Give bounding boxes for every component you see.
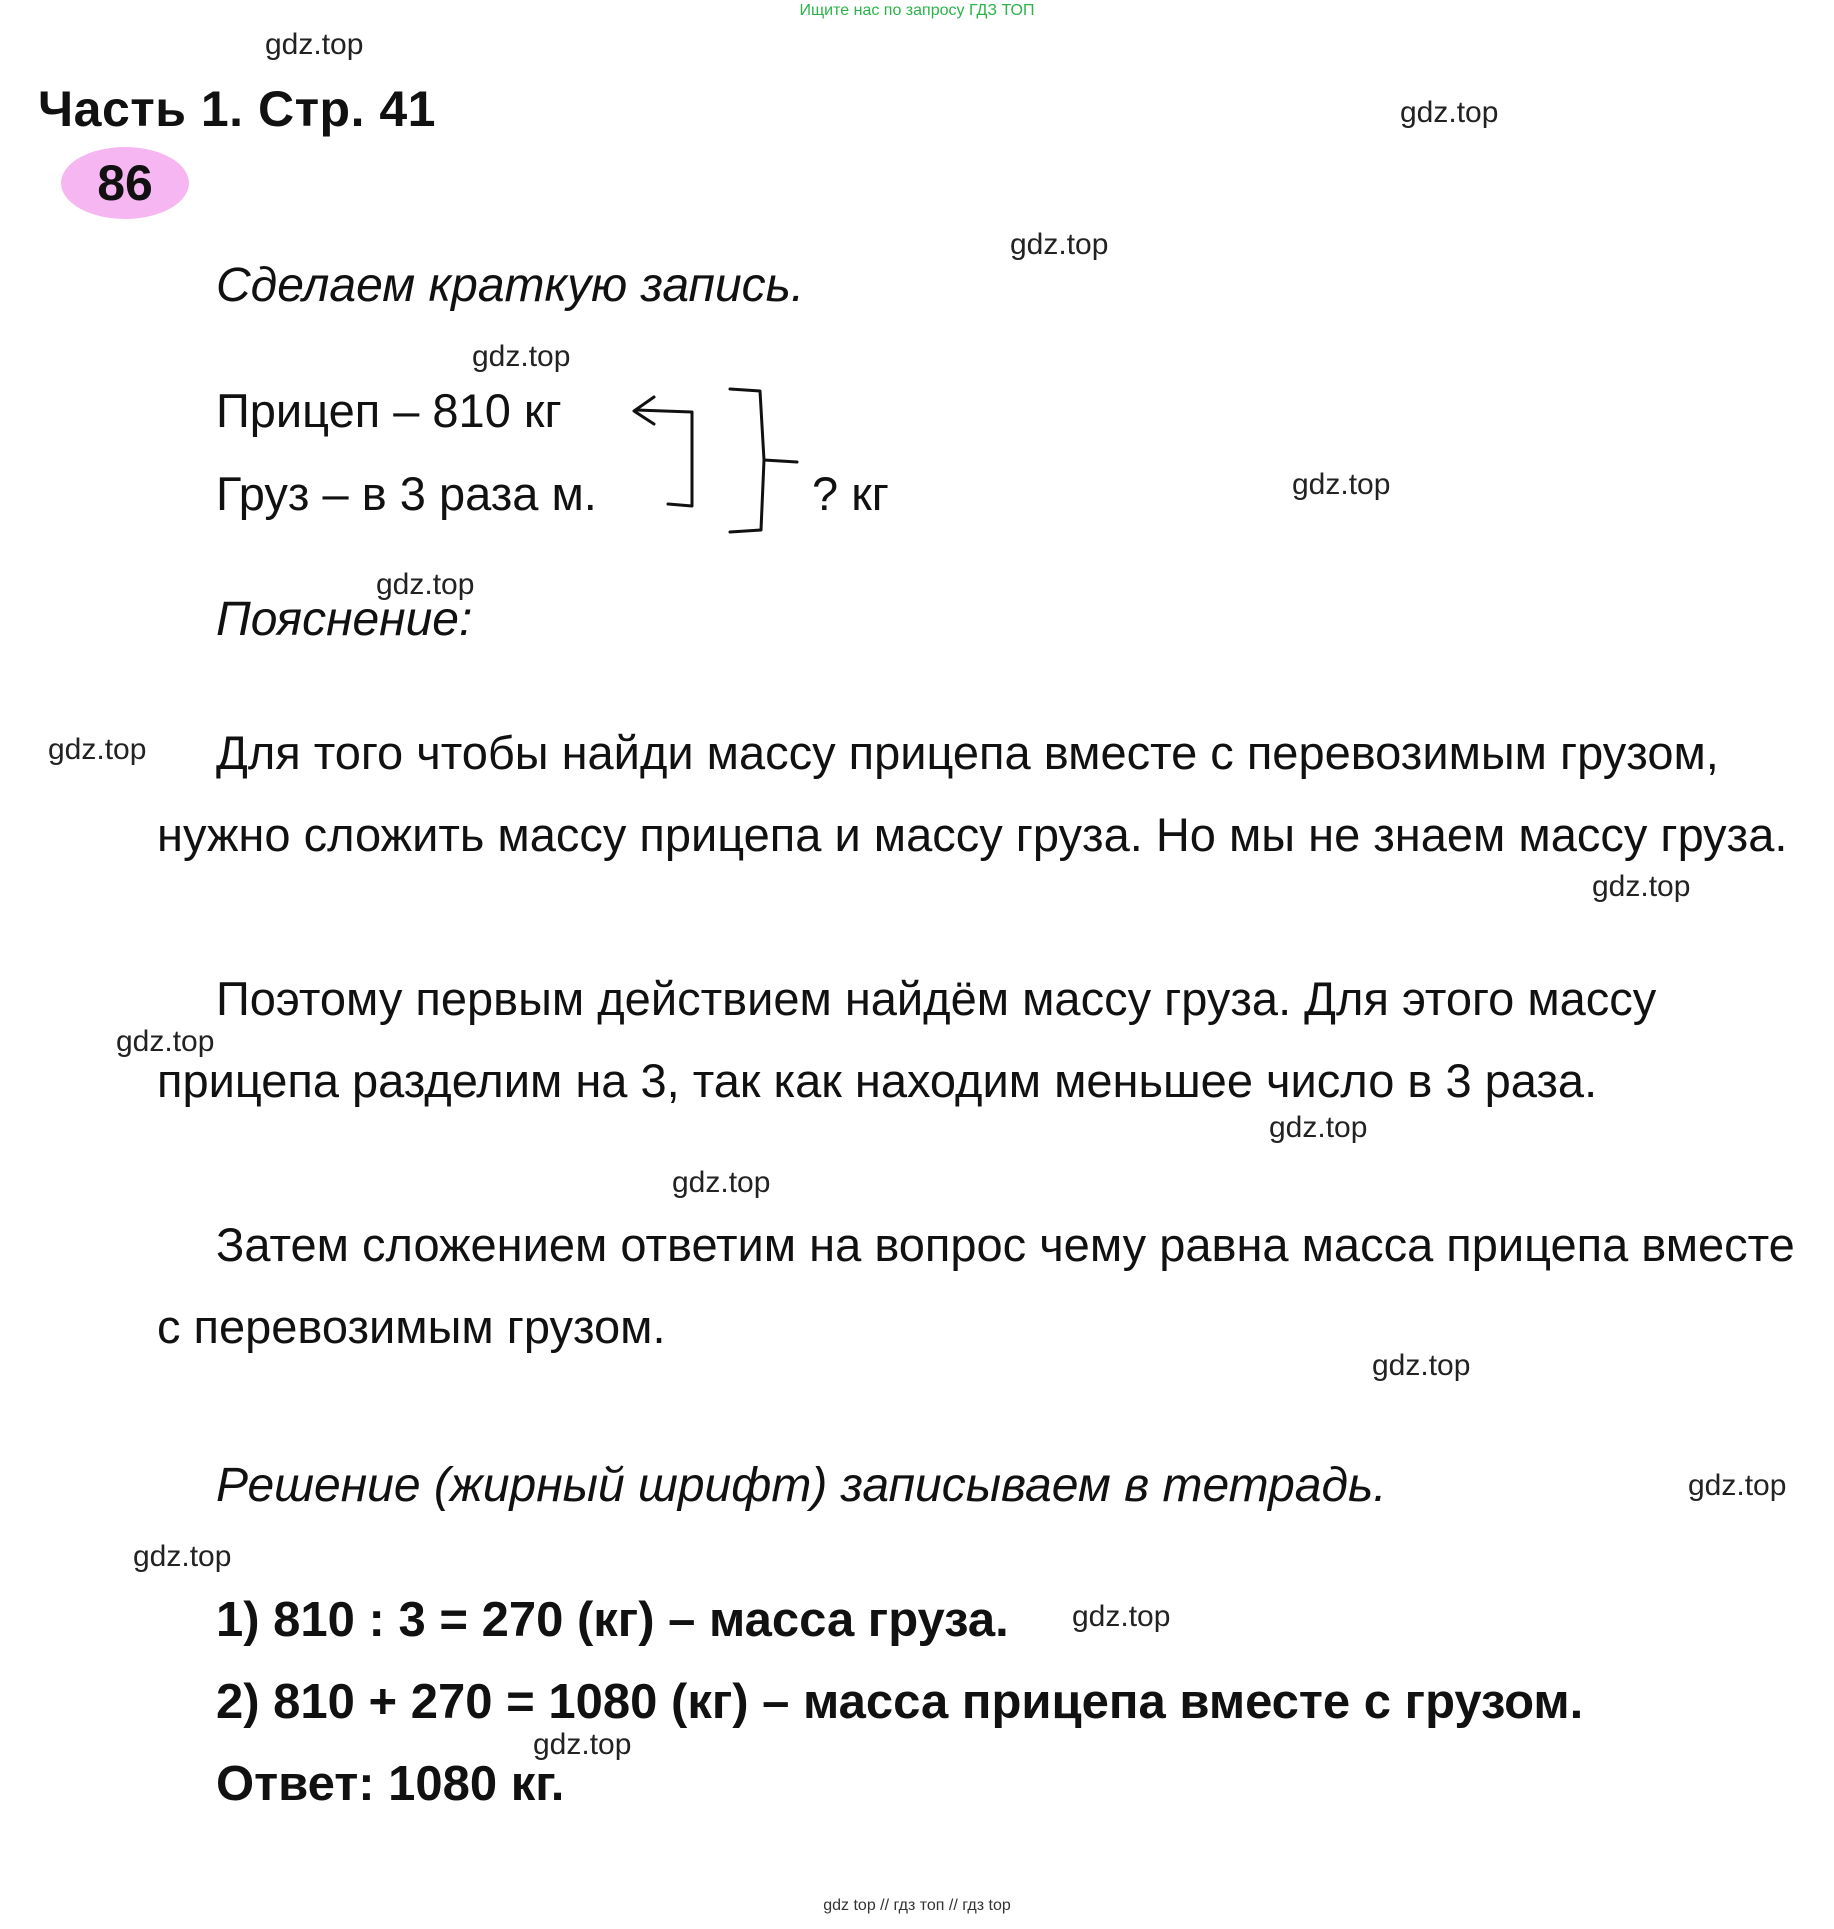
solution-answer: Ответ: 1080 кг. — [216, 1757, 565, 1811]
explanation-paragraph-1: Для того чтобы найди массу прицепа вместе с перевозимым грузом, нужно сложить массу прицепа и массу груза. Но мы не знаем массу груза. — [157, 726, 1788, 861]
watermark: gdz.top — [48, 733, 147, 766]
comparison-arrow — [636, 410, 692, 506]
watermark: gdz.top — [1072, 1600, 1171, 1633]
watermark: gdz.top — [265, 28, 364, 61]
watermark: gdz.top — [1592, 870, 1691, 903]
footer-separator: // — [880, 1897, 890, 1914]
footer-link[interactable]: гдз top — [962, 1897, 1011, 1914]
watermark: gdz.top — [1400, 96, 1499, 129]
watermark: gdz.top — [1010, 228, 1109, 261]
page-title: Часть 1. Стр. 41 — [38, 81, 436, 137]
short-note-line-cargo: Груз – в 3 раза м. — [216, 467, 597, 520]
footer-separator: // — [948, 1897, 958, 1914]
watermark: gdz.top — [133, 1540, 232, 1573]
explanation-heading: Пояснение: — [216, 593, 473, 646]
sum-brace — [730, 389, 797, 532]
watermark: gdz.top — [1269, 1111, 1368, 1144]
short-note-heading: Сделаем краткую запись. — [216, 259, 805, 312]
explanation-paragraph-3: Затем сложением ответим на вопрос чему равна масса прицепа вместе с перевозимым грузом. — [157, 1218, 1795, 1353]
task-number: 86 — [97, 155, 153, 211]
short-note-question: ? кг — [812, 467, 889, 520]
watermark: gdz.top — [1688, 1469, 1787, 1502]
watermark: gdz.top — [116, 1025, 215, 1058]
watermark: gdz.top — [376, 568, 475, 601]
short-note-line-trailer: Прицеп – 810 кг — [216, 384, 562, 437]
watermark: gdz.top — [672, 1166, 771, 1199]
watermark: gdz.top — [1372, 1349, 1471, 1382]
watermark: gdz.top — [1292, 468, 1391, 501]
solution-step-2: 2) 810 + 270 = 1080 (кг) – масса прицепа вместе с грузом. — [216, 1675, 1584, 1729]
footer-link[interactable]: gdz top — [823, 1897, 876, 1914]
search-hint: Ищите нас по запросу ГДЗ ТОП — [799, 2, 1035, 19]
solution-step-1: 1) 810 : 3 = 270 (кг) – масса груза. — [216, 1593, 1009, 1647]
solution-heading: Решение (жирный шрифт) записываем в тетрадь. — [216, 1459, 1387, 1512]
explanation-paragraph-2: Поэтому первым действием найдём массу груза. Для этого массу прицепа разделим на 3, так как находим меньшее число в 3 раза. — [157, 972, 1657, 1107]
watermark: gdz.top — [533, 1728, 632, 1761]
watermark: gdz.top — [472, 340, 571, 373]
footer-link[interactable]: гдз топ — [893, 1897, 945, 1914]
footer-links — [0, 1897, 1834, 1915]
